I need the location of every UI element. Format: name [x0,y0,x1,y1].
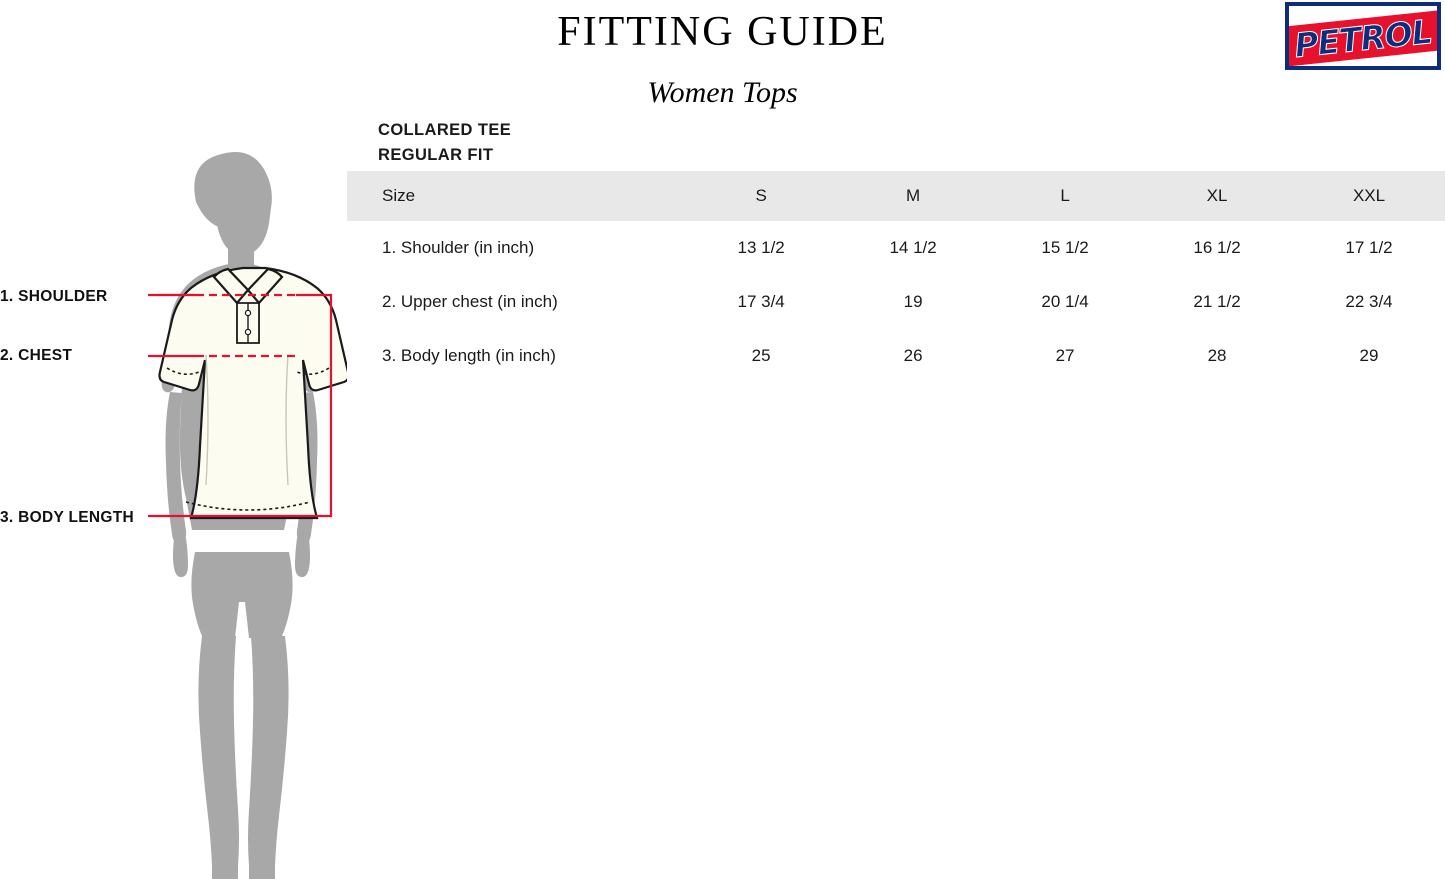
measurement-label-chest: 2. CHEST [0,347,73,364]
cell-length-xxl: 29 [1359,346,1379,365]
cell-length-xl: 28 [1207,346,1227,365]
cell-length-m: 26 [903,346,923,365]
cell-shoulder-xxl: 17 1/2 [1345,238,1393,257]
row-label-body-length: 3. Body length (in inch) [382,346,556,365]
table-header-s: S [755,186,767,205]
table-row [347,329,1445,383]
garment-info [378,118,511,168]
table-header-m: M [906,186,921,205]
measurement-label-shoulder: 1. SHOULDER [0,288,108,305]
brand-logo [1285,2,1441,70]
table-row [347,221,1445,275]
cell-chest-l: 20 1/4 [1041,292,1089,311]
garment-fit-label: REGULAR FIT [378,146,494,164]
row-label-shoulder: 1. Shoulder (in inch) [382,238,535,257]
cell-chest-xl: 21 1/2 [1193,292,1241,311]
row-label-upper-chest: 2. Upper chest (in inch) [382,292,558,311]
cell-shoulder-m: 14 1/2 [889,238,937,257]
table-header-row [347,171,1445,221]
size-chart-table [347,171,1445,383]
table-header-xxl: XXL [1352,186,1386,205]
cell-shoulder-s: 13 1/2 [737,238,785,257]
table-row [347,275,1445,329]
page-subtitle: Women Tops [647,76,798,109]
page-title: FITTING GUIDE [557,9,888,55]
cell-chest-m: 19 [903,292,923,311]
measurement-label-body-length: 3. BODY LENGTH [0,509,134,526]
cell-length-s: 25 [751,346,771,365]
garment-type-label: COLLARED TEE [378,121,512,139]
cell-shoulder-xl: 16 1/2 [1193,238,1241,257]
cell-shoulder-l: 15 1/2 [1041,238,1089,257]
table-header-size: Size [382,186,416,205]
table-header-xl: XL [1206,186,1228,205]
brand-logo-text: PETROL [1292,11,1434,66]
table-header-l: L [1060,186,1070,205]
cell-chest-xxl: 22 3/4 [1345,292,1393,311]
cell-length-l: 27 [1055,346,1075,365]
cell-chest-s: 17 3/4 [737,292,785,311]
